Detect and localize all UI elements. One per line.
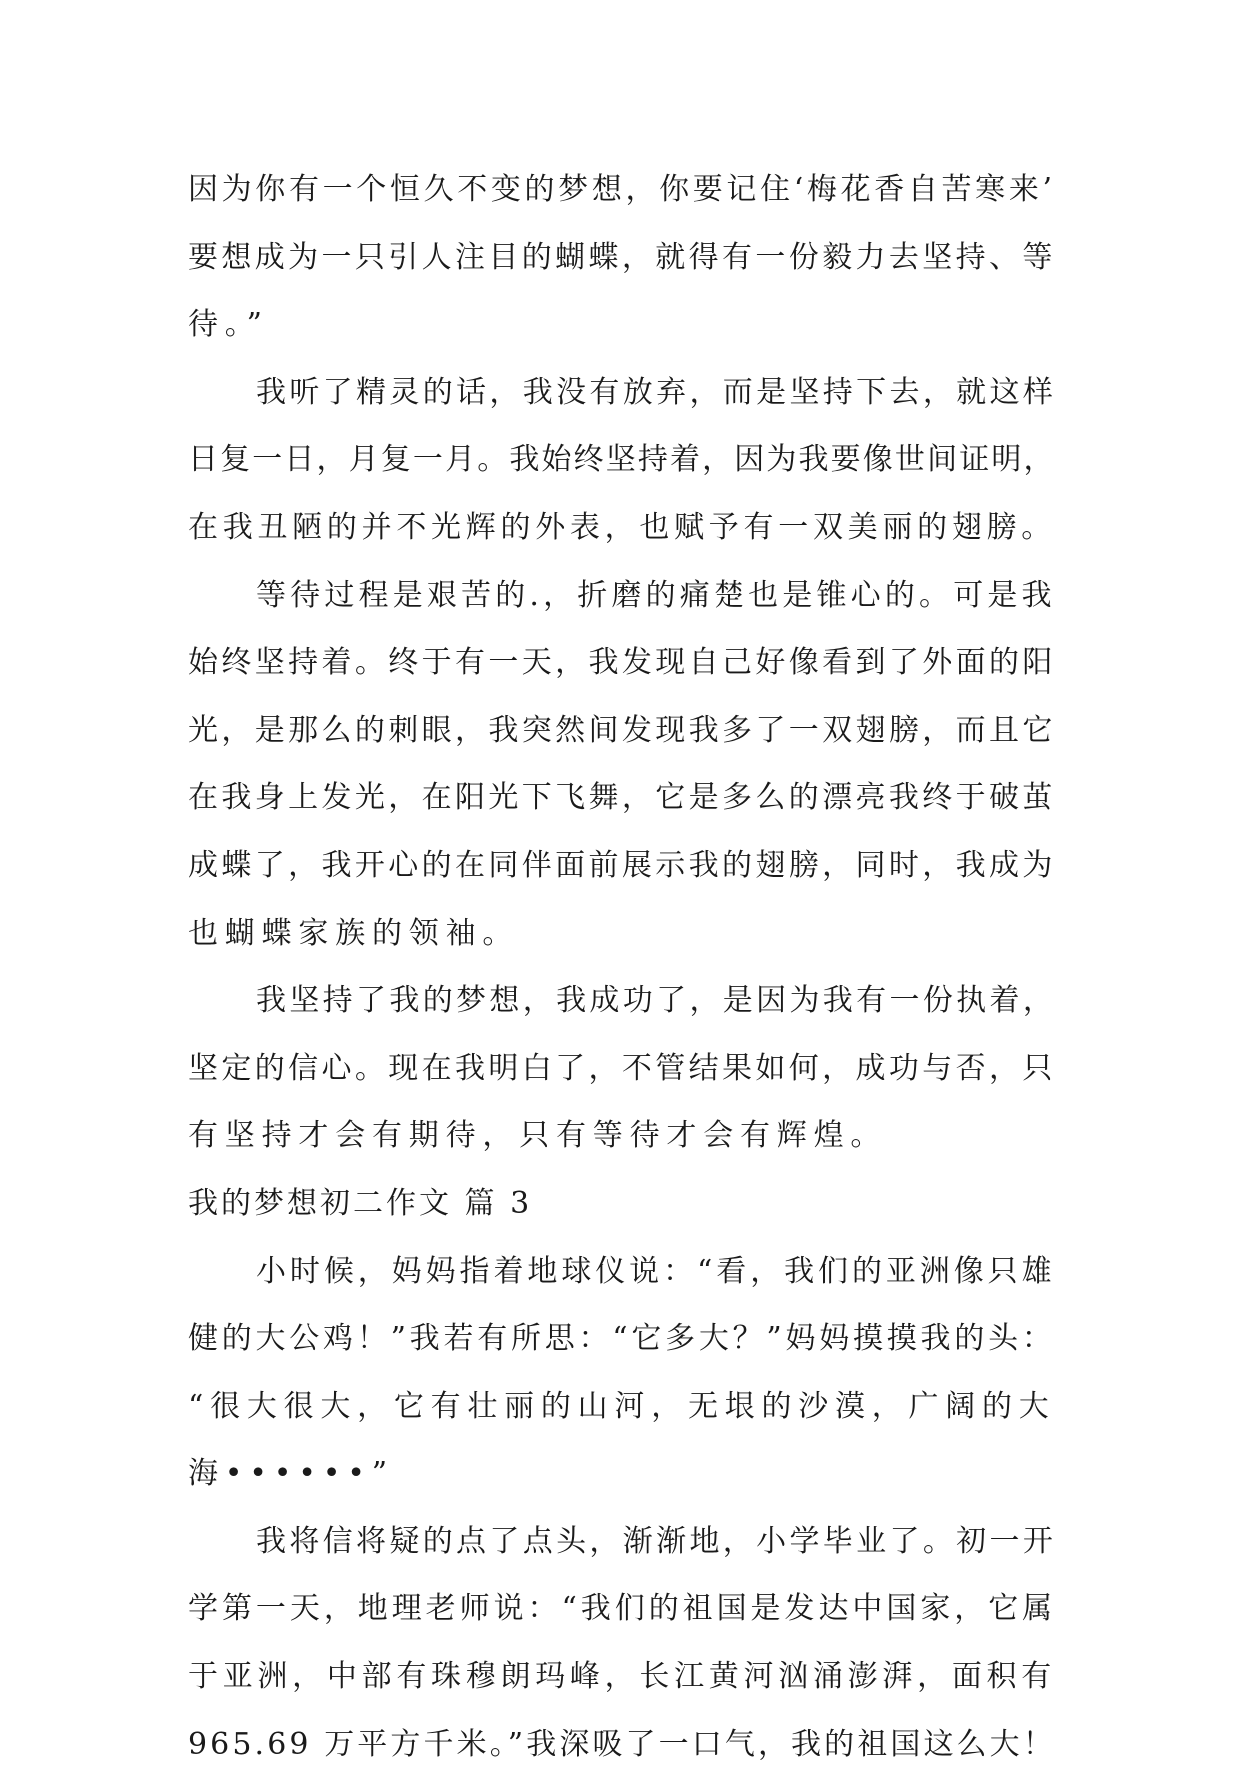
text-line: 在我丑陋的并不光辉的外表，也赋予有一双美丽的翅膀。 (188, 509, 1056, 545)
paragraph-first-line: 小时候，妈妈指着地球仪说：“看，我们的亚洲像只雄 (256, 1253, 1056, 1289)
text-line: 965.69 万平方千米。”我深吸了一口气，我的祖国这么大！ (188, 1726, 1056, 1762)
text-line: 坚定的信心。现在我明白了，不管结果如何，成功与否，只 (188, 1050, 1056, 1086)
text-line: 始终坚持着。终于有一天，我发现自己好像看到了外面的阳 (188, 645, 1056, 681)
paragraph-first-line: 我将信将疑的点了点头，渐渐地，小学毕业了。初一开 (256, 1523, 1057, 1559)
essay-body (188, 156, 1056, 1778)
text-line: 学第一天，地理老师说：“我们的祖国是发达中国家，它属 (188, 1591, 1057, 1627)
paragraph-first-line: 等待过程是艰苦的.，折磨的痛楚也是锥心的。可是我 (256, 577, 1056, 613)
text-line: 于亚洲，中部有珠穆朗玛峰，长江黄河汹涌澎湃，面积有 (188, 1659, 1056, 1695)
paragraph-first-line: 我听了精灵的话，我没有放弃，而是坚持下去，就这样 (256, 374, 1057, 410)
text-line: 也蝴蝶家族的领袖。 (188, 915, 520, 951)
text-line: 光，是那么的刺眼，我突然间发现我多了一双翅膀，而且它 (188, 712, 1056, 748)
text-line: 因为你有一个恒久不变的梦想，你要记住‘梅花香自苦寒来’ (188, 172, 1056, 207)
paragraph-first-line: 我坚持了我的梦想，我成功了，是因为我有一份执着， (256, 983, 1057, 1019)
text-line: “很大很大，它有壮丽的山河，无垠的沙漠，广阔的大 (188, 1388, 1056, 1424)
text-line: 成蝶了，我开心的在同伴面前展示我的翅膀，同时，我成为 (188, 847, 1056, 883)
text-line: 待。” (188, 307, 269, 343)
section-heading: 我的梦想初二作文 篇 3 (188, 1185, 533, 1221)
text-line: 要想成为一只引人注目的蝴蝶，就得有一份毅力去坚持、等 (188, 239, 1056, 275)
text-line: 在我身上发光，在阳光下飞舞，它是多么的漂亮我终于破茧 (188, 780, 1056, 816)
text-line: 海••••••” (188, 1456, 394, 1492)
text-line: 有坚持才会有期待，只有等待才会有辉煌。 (188, 1118, 888, 1154)
text-line: 日复一日，月复一月。我始终坚持着，因为我要像世间证明， (188, 442, 1056, 478)
text-line: 健的大公鸡！”我若有所思：“它多大？”妈妈摸摸我的头： (188, 1321, 1056, 1357)
